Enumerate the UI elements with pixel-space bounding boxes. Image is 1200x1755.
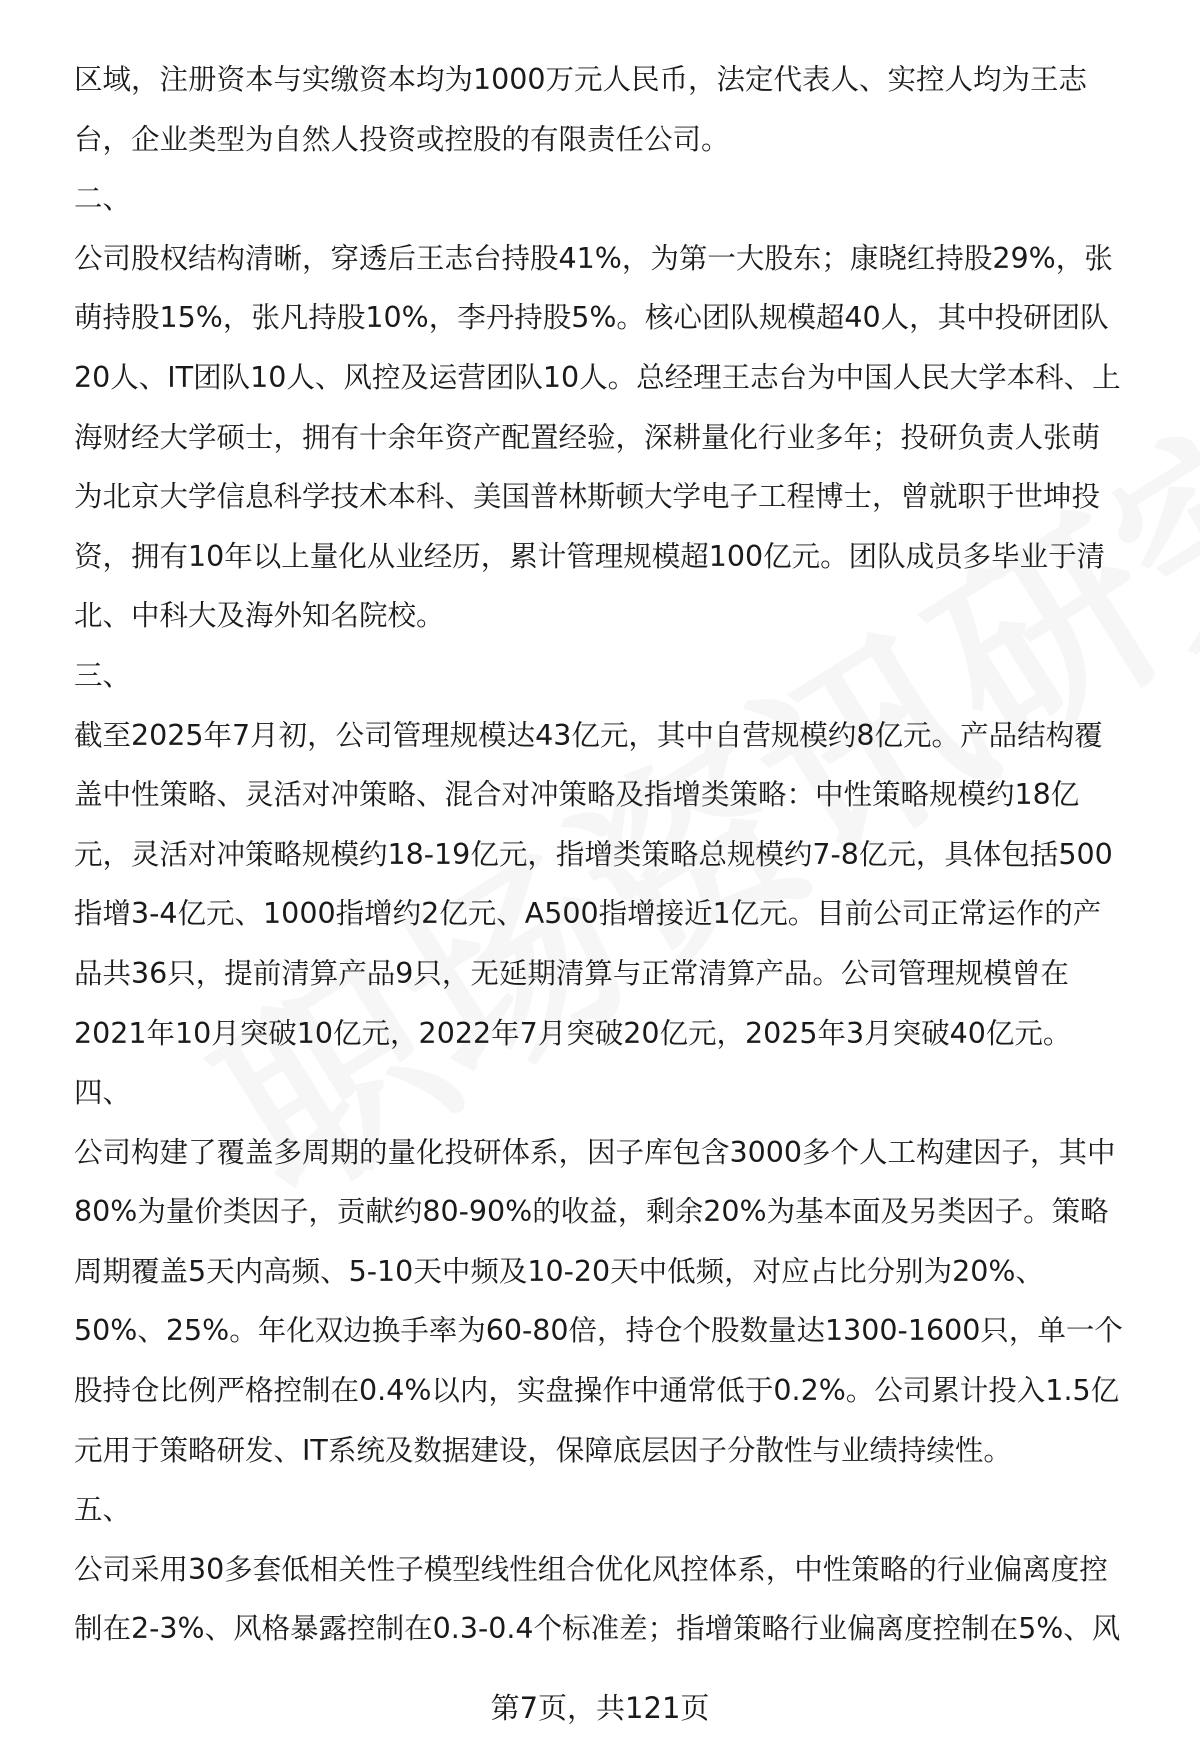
text-line: 台，企业类型为自然人投资或控股的有限责任公司。: [74, 122, 730, 156]
section-heading: [74, 1480, 1164, 1540]
text-line: 2021年10月突破10亿元，2022年7月突破20亿元，2025年3月突破40亿元。: [74, 1016, 1072, 1050]
text-line: 五、: [74, 1493, 132, 1527]
text-line: 指增3-4亿元、1000指增约2亿元、A500指增接近1亿元。目前公司正常运作的产: [74, 897, 1102, 931]
text-line: 公司构建了覆盖多周期的量化投研体系，因子库包含3000多个人工构建因子，其中: [74, 1135, 1116, 1169]
text-line: 品共36只，提前清算产品9只，无延期清算与正常清算产品。公司管理规模曾在: [74, 956, 1069, 990]
document-body: [74, 50, 1164, 1659]
text-line: 二、: [74, 182, 132, 216]
text-line: 四、: [74, 1076, 132, 1110]
text-line: 周期覆盖5天内高频、5-10天中频及10-20天中低频，对应占比分别为20%、: [74, 1254, 1044, 1288]
text-line: 制在2-3%、风格暴露控制在0.3-0.4个标准差；指增策略行业偏离度控制在5%、风: [74, 1612, 1121, 1646]
text-line: 资，拥有10年以上量化从业经历，累计管理规模超100亿元。团队成员多毕业于清: [74, 539, 1106, 573]
text-line: 萌持股15%，张凡持股10%，李丹持股5%。核心团队规模超40人，其中投研团队: [74, 301, 1109, 335]
section-heading: [74, 646, 1164, 706]
paragraph: [74, 706, 1164, 1064]
text-line: 50%、25%。年化双边换手率为60-80倍，持仓个股数量达1300-1600只，单一个: [74, 1314, 1123, 1348]
text-line: 截至2025年7月初，公司管理规模达43亿元，其中自营规模约8亿元。产品结构覆: [74, 718, 1103, 752]
text-line: 20人、IT团队10人、风控及运营团队10人。总经理王志台为中国人民大学本科、上: [74, 360, 1121, 394]
text-line: 北、中科大及海外知名院校。: [74, 599, 445, 633]
text-line: 海财经大学硕士，拥有十余年资产配置经验，深耕量化行业多年；投研负责人张萌: [74, 420, 1101, 454]
paragraph: [74, 1540, 1164, 1659]
section-heading: [74, 169, 1164, 229]
paragraph: [74, 50, 1164, 169]
text-line: 股持仓比例严格控制在0.4%以内，实盘操作中通常低于0.2%。公司累计投入1.5亿: [74, 1374, 1120, 1408]
text-line: 元，灵活对冲策略规模约18-19亿元，指增类策略总规模约7-8亿元，具体包括500: [74, 837, 1113, 871]
text-line: 80%为量价类因子，贡献约80-90%的收益，剩余20%为基本面及另类因子。策略: [74, 1195, 1109, 1229]
text-line: 公司采用30多套低相关性子模型线性组合优化风控体系，中性策略的行业偏离度控: [74, 1552, 1108, 1586]
page-footer: 第7页，共121页: [490, 1691, 710, 1725]
paragraph: [74, 229, 1164, 646]
paragraph: [74, 1123, 1164, 1481]
text-line: 公司股权结构清晰，穿透后王志台持股41%，为第一大股东；康晓红持股29%，张: [74, 241, 1113, 275]
text-line: 为北京大学信息科学技术本科、美国普林斯顿大学电子工程博士，曾就职于世坤投: [74, 480, 1101, 514]
text-line: 元用于策略研发、IT系统及数据建设，保障底层因子分散性与业绩持续性。: [74, 1433, 1012, 1467]
text-line: 区域，注册资本与实缴资本均为1000万元人民币，法定代表人、实控人均为王志: [74, 63, 1088, 96]
section-heading: [74, 1063, 1164, 1123]
text-line: 三、: [74, 658, 132, 692]
text-line: 盖中性策略、灵活对冲策略、混合对冲策略及指增类策略：中性策略规模约18亿: [74, 778, 1080, 812]
